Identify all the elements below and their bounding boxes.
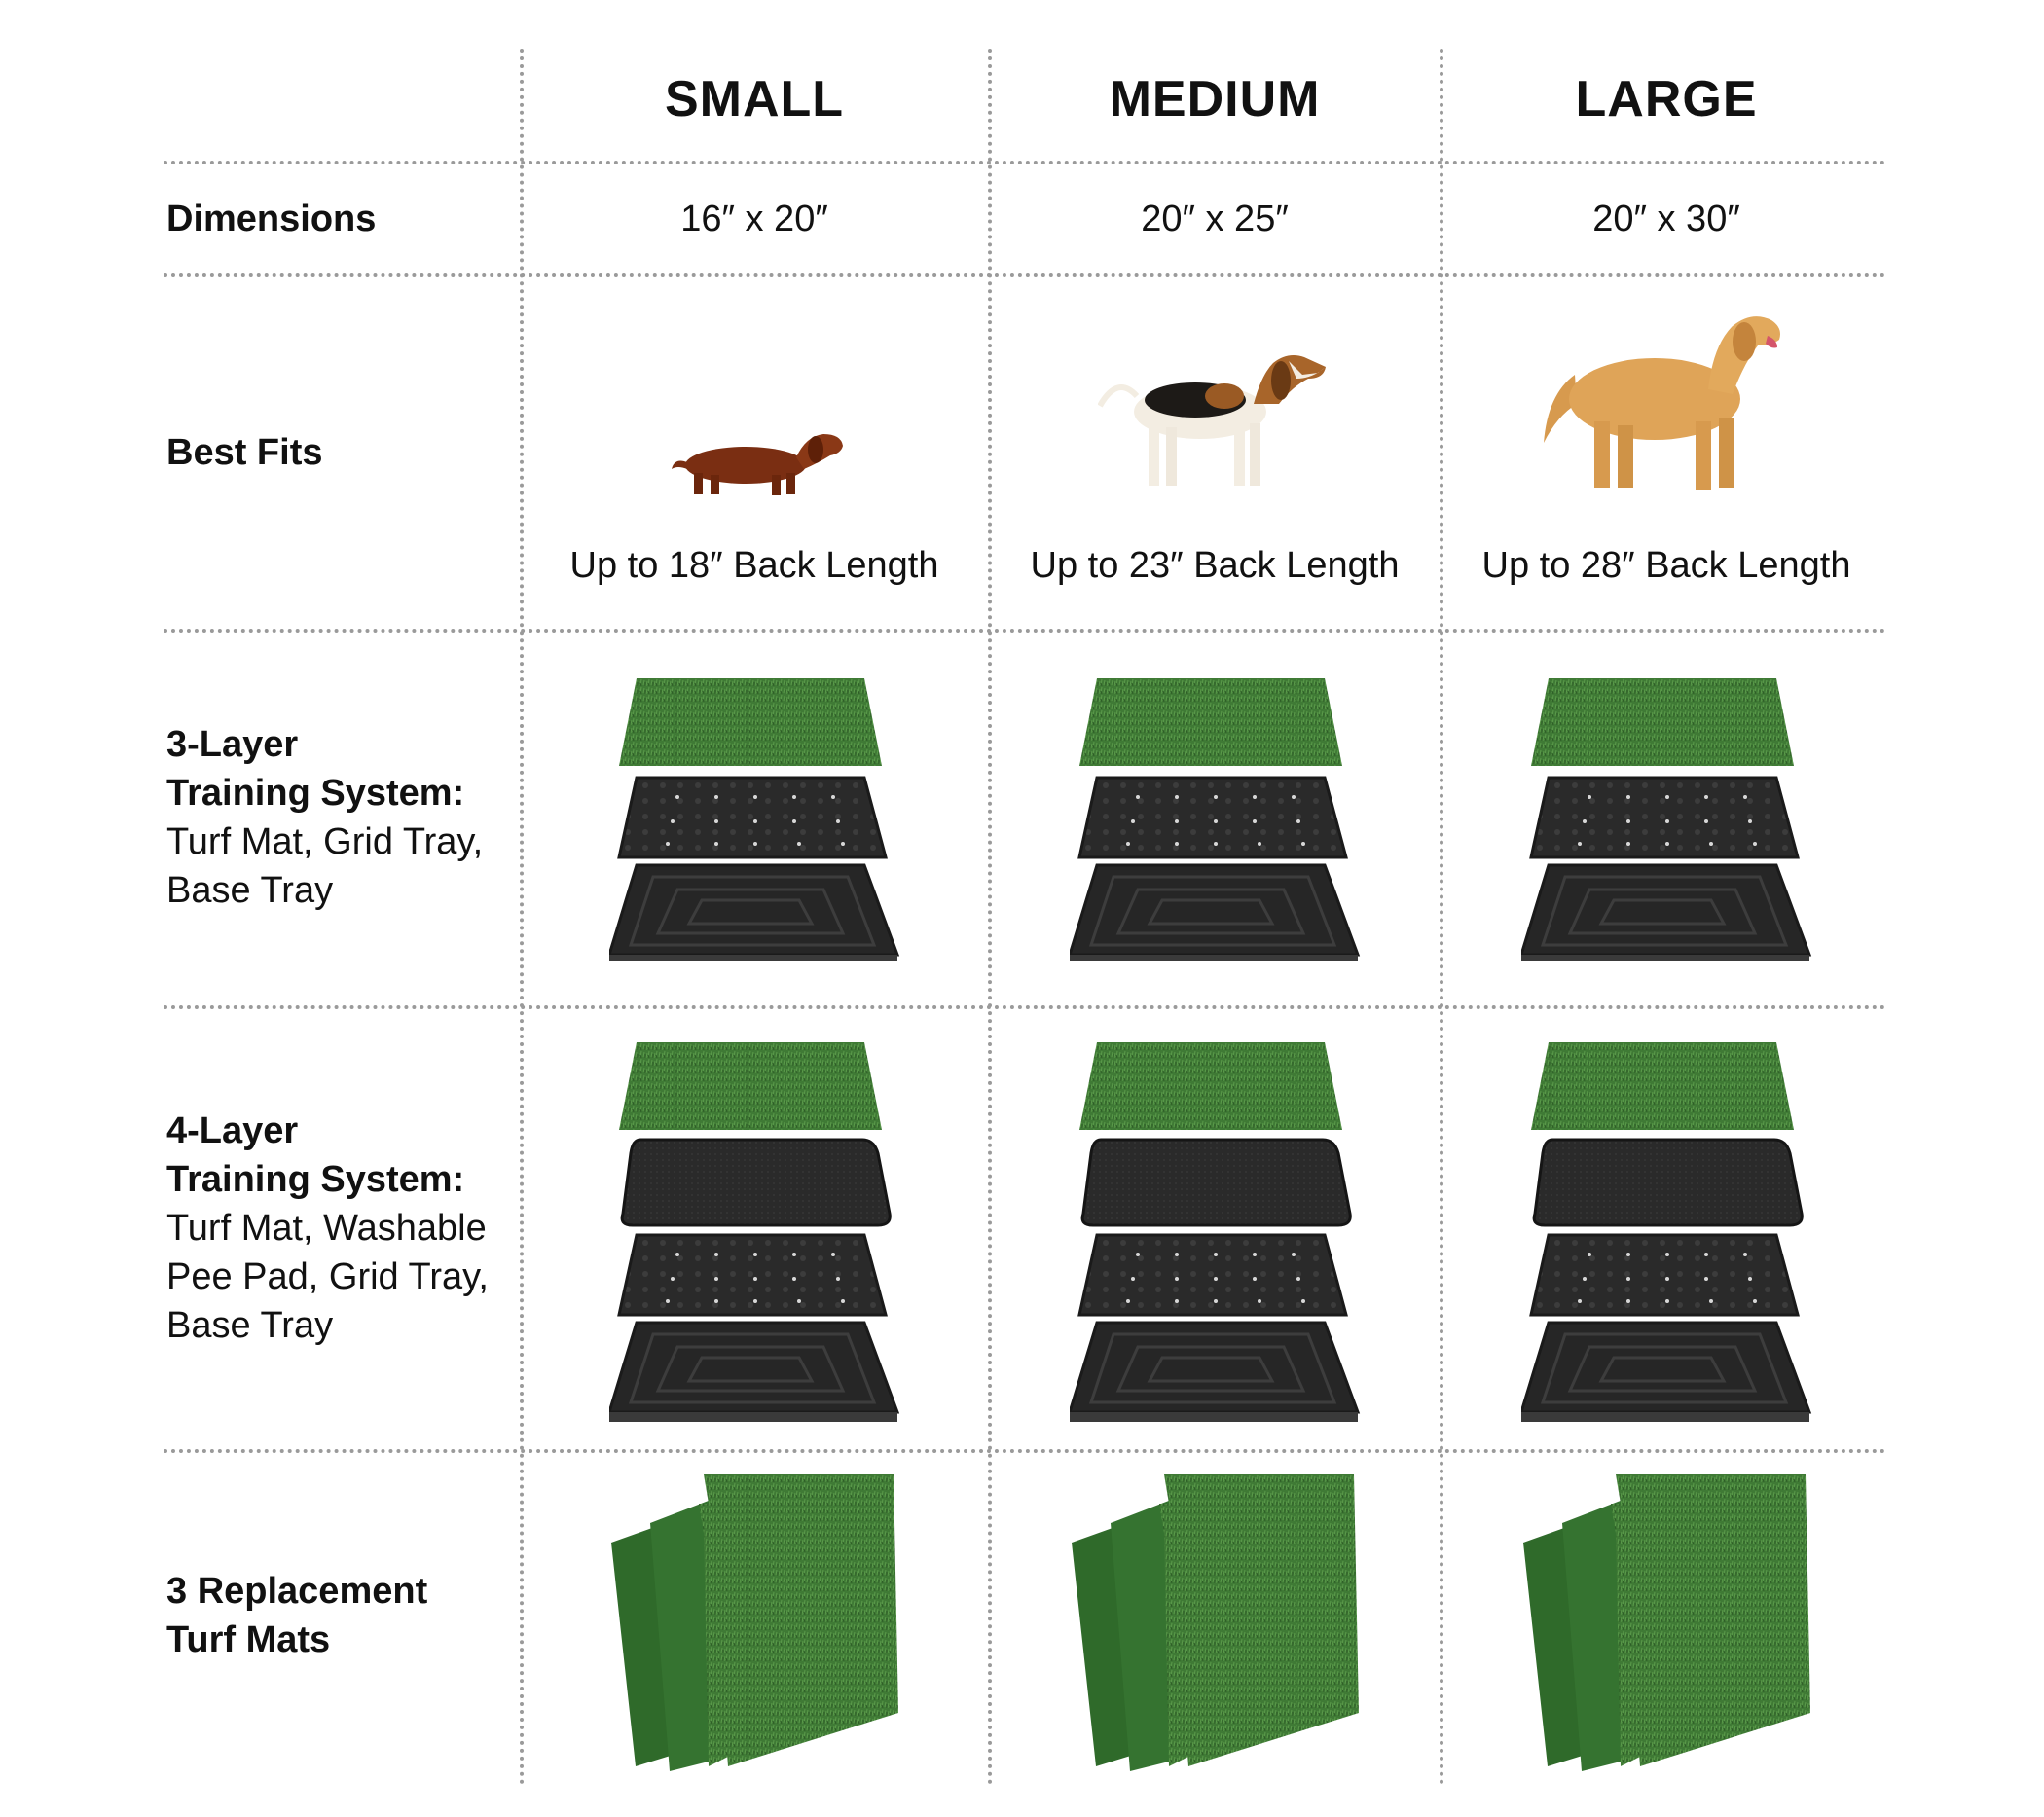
row-label-4-layer-plain-3: Base Tray (166, 1305, 334, 1346)
row-label-dimensions (166, 195, 376, 243)
column-divider-1 (520, 49, 524, 1786)
row-label-4-layer-plain-1: Turf Mat, Washable (166, 1208, 487, 1249)
row-label-3-layer-plain-1: Turf Mat, Grid Tray, (166, 821, 484, 862)
row-label-4-layer-plain-2: Pee Pad, Grid Tray, (166, 1256, 489, 1297)
row-label-replacement (166, 1567, 427, 1664)
turf-mat-layer (619, 678, 882, 766)
row-divider-2 (164, 273, 1886, 277)
column-header-medium: MEDIUM (1109, 71, 1321, 127)
best-fit-medium: Up to 23″ Back Length (1030, 545, 1400, 586)
dimension-large: 20″ x 30″ (1592, 199, 1740, 239)
row-label-dimensions-text: Dimensions (166, 199, 377, 239)
row-divider-5 (164, 1449, 1886, 1453)
three-layer-system-small (609, 678, 901, 961)
row-label-4-layer-bold-2: Training System: (166, 1159, 465, 1200)
row-label-replacement-bold-2: Turf Mats (166, 1619, 331, 1660)
four-layer-system-medium (1070, 1042, 1362, 1422)
replacement-turf-mats-medium (1072, 1474, 1364, 1776)
row-divider-3 (164, 629, 1886, 633)
row-label-4-layer (166, 1107, 489, 1350)
replacement-turf-mats-small (611, 1474, 903, 1776)
column-divider-2 (988, 49, 992, 1786)
golden-retriever-image (1538, 307, 1786, 501)
three-layer-system-large (1521, 678, 1813, 961)
column-divider-3 (1440, 49, 1443, 1786)
column-header-small: SMALL (664, 71, 845, 127)
row-label-best-fits-text: Best Fits (166, 432, 323, 473)
four-layer-system-small (609, 1042, 901, 1422)
row-divider-1 (164, 161, 1886, 164)
dimension-medium: 20″ x 25″ (1141, 199, 1289, 239)
beagle-image (1098, 336, 1332, 501)
column-header-large: LARGE (1575, 71, 1758, 127)
four-layer-system-large (1521, 1042, 1813, 1422)
row-label-4-layer-bold-1: 4-Layer (166, 1110, 299, 1151)
row-label-best-fits (166, 428, 322, 477)
row-label-3-layer (166, 720, 483, 915)
three-layer-system-medium (1070, 678, 1362, 961)
row-divider-4 (164, 1005, 1886, 1009)
dimension-small: 16″ x 20″ (680, 199, 828, 239)
best-fit-small: Up to 18″ Back Length (569, 545, 939, 586)
replacement-turf-mats-large (1523, 1474, 1815, 1776)
best-fit-large: Up to 28″ Back Length (1481, 545, 1851, 586)
dachshund-image (670, 409, 850, 501)
row-label-3-layer-bold-1: 3-Layer (166, 724, 299, 765)
row-label-replacement-bold-1: 3 Replacement (166, 1571, 428, 1612)
row-label-3-layer-bold-2: Training System: (166, 773, 465, 814)
row-label-3-layer-plain-2: Base Tray (166, 870, 334, 911)
